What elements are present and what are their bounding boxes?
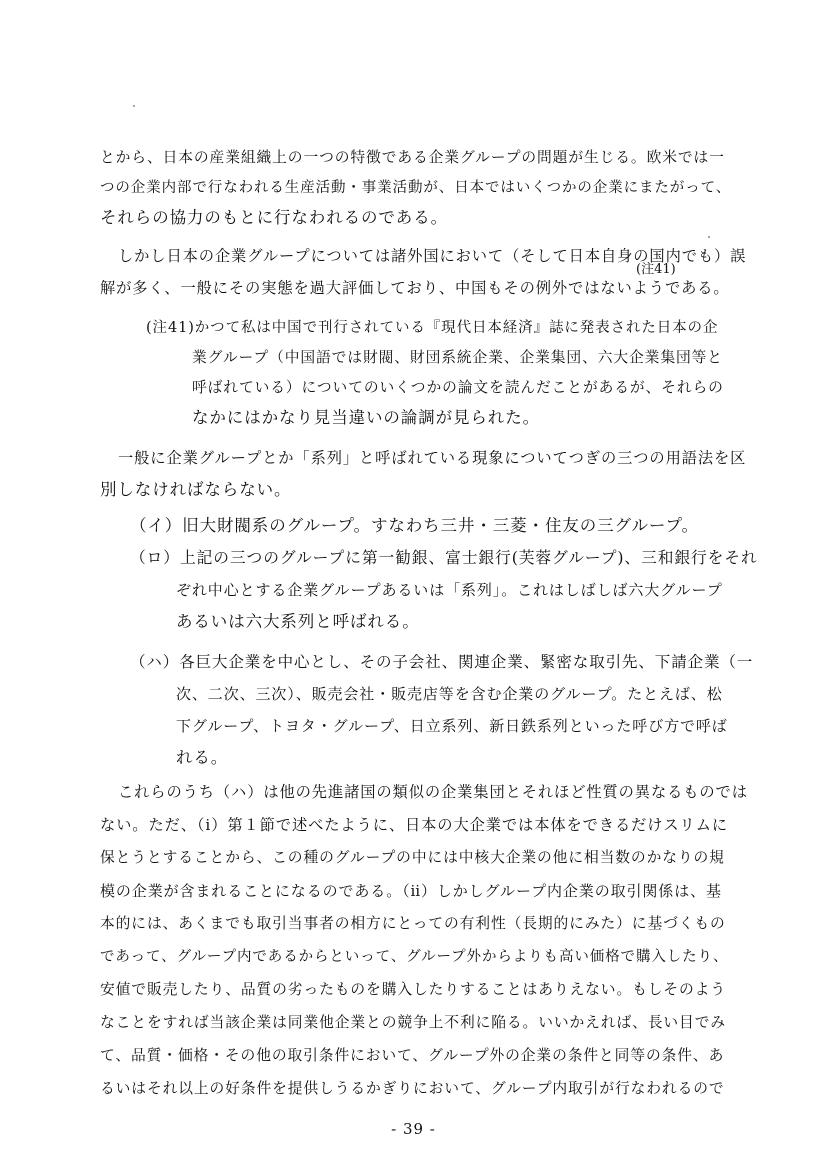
footnote-line: 業グループ（中国語では財閥、財団系統企業、企業集団、六大企業集団等と xyxy=(192,349,723,366)
list-item-ha-cont: れる。 xyxy=(176,748,229,767)
body-line: であって、グループ内であるからといって、グループ外からよりも高い価格で購入したり、 xyxy=(100,949,729,965)
body-line: 本的には、あくまでも取引当事者の相方にとっての有利性（長期的にみた）に基づくもの xyxy=(100,915,726,932)
body-line: るいはそれ以上の好条件を提供しうるかぎりにおいて、グループ内取引が行なわれるので xyxy=(100,1080,725,1097)
list-item-ro: （ロ）上記の三つのグループに第一勧銀、富士銀行(芙蓉グループ)、三和銀行をそれ xyxy=(130,548,758,567)
list-item-ha-cont: 下グループ、トヨタ・グループ、日立系列、新日鉄系列といった呼び方で呼ば xyxy=(176,717,728,735)
list-item-ro-cont: ぞれ中心とする企業グループあるいは「系列」。これはしばしば六大グループ xyxy=(176,581,723,599)
body-line: しかし日本の企業グループについては諸外国において（そして日本自身の国内でも）誤 xyxy=(118,247,747,265)
scan-speck xyxy=(133,105,135,107)
footnote-line: なかにはかなり見当違いの論調が見られた。 xyxy=(192,408,540,427)
body-line: 解が多く、一般にその実態を過大評価しており、中国もその例外ではないようである。 xyxy=(100,279,730,297)
body-line: ない。ただ、（ⅰ）第１節で述べたように、日本の大企業では本体をできるだけスリムに xyxy=(100,816,729,834)
list-item-ha-cont: 次、二次、三次）、販売会社・販売店等を含む企業のグループ。たとえば、松 xyxy=(176,685,723,703)
body-line: つの企業内部で行なわれる生産活動・事業活動が、日本ではいくつかの企業にまたがって、 xyxy=(100,180,732,196)
footnote-marker: (注41) xyxy=(636,262,676,277)
body-line: 模の企業が含まれることになるのである。（ⅱ）しかしグループ内企業の取引関係は、基 xyxy=(100,882,722,900)
body-line: 別しなければならない。 xyxy=(100,480,292,499)
scan-speck xyxy=(708,236,710,238)
page-number: - 39 - xyxy=(391,1120,436,1138)
footnote-line: (注41)かつて私は中国で刊行されている『現代日本経済』誌に発表された日本の企 xyxy=(146,320,719,336)
body-line: 安値で販売したり、品質の劣ったものを購入したりすることはありえない。もしそのよう xyxy=(100,981,726,998)
body-line: 一般に企業グループとか「系列」と呼ばれている現象についてつぎの三つの用語法を区 xyxy=(118,449,747,467)
body-line: それらの協力のもとに行なわれるのである。 xyxy=(100,208,448,227)
body-line: これらのうち（ハ）は他の先進諸国の類似の企業集団とそれほど性質の異なるものでは xyxy=(118,783,748,801)
list-item-i: （イ）旧大財閥系のグループ。すなわち三井・三菱・住友の三グループ。 xyxy=(130,516,699,535)
body-line: とから、日本の産業組織上の一つの特徴である企業グループの問題が生じる。欧米では一 xyxy=(100,149,725,166)
body-line: なことをすれば当該企業は同業他企業との競争上不利に陥る。いいかえれば、長い目でみ xyxy=(100,1014,726,1031)
list-item-ha: （ハ）各巨大企業を中心とし、その子会社、関連企業、緊密な取引先、下請企業（一 xyxy=(130,653,754,671)
body-line: 保とうとすることから、この種のグループの中には中核大企業の他に相当数のかなりの規 xyxy=(100,849,725,866)
list-item-ro-cont: あるいは六大系列と呼ばれる。 xyxy=(176,612,420,631)
footnote-line: 呼ばれている）についてのいくつかの論文を読んだことがあるが、それらの xyxy=(192,379,724,396)
body-line: て、品質・価格・その他の取引条件において、グループ外の企業の条件と同等の条件、あ xyxy=(100,1047,725,1064)
